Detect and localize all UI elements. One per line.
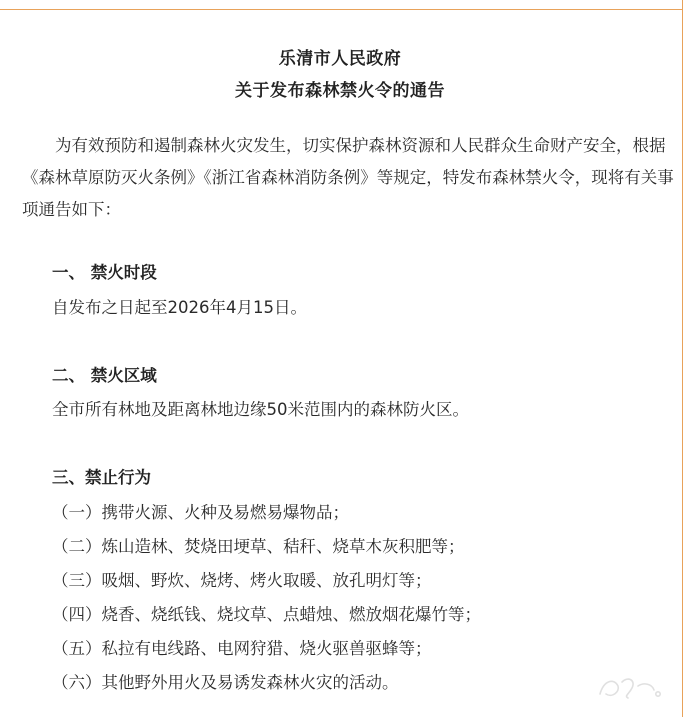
prohibited-item: （四）烧香、烧纸钱、烧坟草、点蜡烛、燃放烟花爆竹等； — [52, 605, 481, 624]
top-frame-border — [0, 0, 683, 10]
section-heading-area: 二、 禁火区域 — [52, 366, 157, 385]
prohibited-item: （六）其他野外用火及易诱发森林火灾的活动。 — [52, 673, 399, 692]
prohibited-item: （二）炼山造林、焚烧田埂草、秸秆、烧草木灰积肥等； — [52, 537, 465, 556]
intro-paragraph: 为有效预防和遏制森林火灾发生，切实保护森林资源和人民群众生命财产安全，根据《森林草原防灭火条例》《浙江省森林消防条例》等规定，特发布森林禁火令，现将有关事项通告如下： — [22, 136, 674, 219]
watermark-logo-icon — [594, 672, 666, 702]
section-body-area: 全市所有林地及距离林地边缘50米范围内的森林防火区。 — [52, 400, 469, 419]
prohibited-item: （一）携带火源、火种及易燃易爆物品； — [52, 503, 349, 522]
section-heading-prohibited: 三、禁止行为 — [52, 468, 151, 487]
right-frame-border — [682, 10, 683, 717]
prohibited-item: （五）私拉有电线路、电网狩猎、烧火驱兽驱蜂等； — [52, 639, 432, 658]
notice-title-subject: 关于发布森林禁火令的通告 — [235, 81, 445, 101]
notice-title-issuer: 乐清市人民政府 — [278, 49, 402, 69]
section-heading-time: 一、 禁火时段 — [52, 263, 157, 282]
section-body-time: 自发布之日起至2026年4月15日。 — [52, 298, 307, 317]
prohibited-item: （三）吸烟、野炊、烧烤、烤火取暖、放孔明灯等； — [52, 571, 432, 590]
